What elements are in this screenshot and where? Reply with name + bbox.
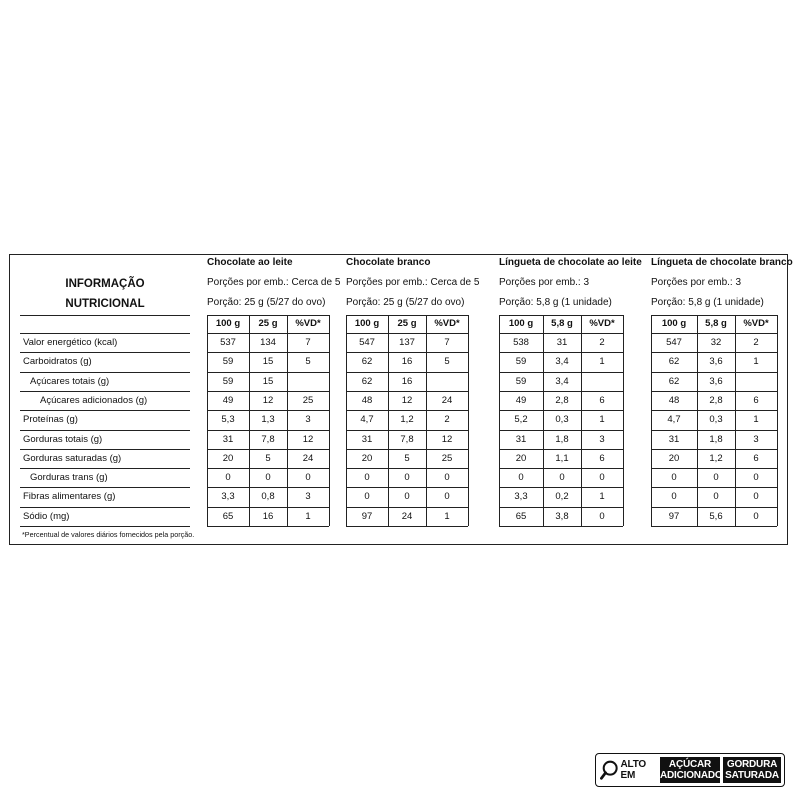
- table-cell: 20: [222, 452, 234, 464]
- saturated-fat-line-1: GORDURA: [726, 759, 778, 770]
- block-row-line: [346, 410, 468, 411]
- block-row-line: [651, 487, 777, 488]
- table-cell: 134: [260, 337, 276, 348]
- table-cell: 49: [222, 394, 234, 406]
- block-row-line: [651, 526, 777, 527]
- table-cell: 3,8: [555, 510, 569, 522]
- column-header: 5,8 g: [705, 318, 727, 329]
- label-row-line: [20, 526, 190, 527]
- table-cell: 25: [441, 452, 453, 464]
- table-cell: 1,8: [709, 433, 723, 445]
- table-cell: 2,8: [555, 394, 569, 406]
- table-cell: 12: [401, 394, 413, 406]
- table-cell: 0: [753, 510, 759, 522]
- table-cell: 5,6: [709, 510, 723, 522]
- table-cell: 5: [444, 356, 450, 368]
- table-cell: 65: [515, 510, 527, 522]
- column-header: 100 g: [354, 318, 380, 329]
- column-header: 100 g: [215, 318, 241, 329]
- table-cell: 62: [361, 375, 373, 387]
- block-row-line: [651, 449, 777, 450]
- portion-size: Porção: 5,8 g (1 unidade): [651, 297, 764, 308]
- block-row-line: [651, 507, 777, 508]
- table-cell: 0: [753, 491, 759, 503]
- table-cell: 62: [361, 356, 373, 368]
- table-cell: 6: [753, 394, 759, 406]
- portion-size: Porção: 5,8 g (1 unidade): [499, 297, 612, 308]
- label-row-line: [20, 468, 190, 469]
- table-cell: 65: [222, 510, 234, 522]
- nutrition-table: [9, 254, 793, 545]
- table-cell: 0: [444, 491, 450, 503]
- table-cell: 48: [668, 394, 680, 406]
- table-cell: 97: [361, 510, 373, 522]
- table-cell: 0,8: [261, 491, 275, 503]
- table-cell: 3: [753, 433, 759, 445]
- block-row-line: [499, 315, 623, 316]
- table-cell: 0: [404, 491, 410, 503]
- table-cell: 59: [515, 356, 527, 368]
- table-cell: 16: [401, 356, 413, 368]
- block-row-line: [207, 410, 329, 411]
- block-row-line: [651, 430, 777, 431]
- table-cell: 0: [599, 510, 605, 522]
- table-cell: 0,3: [709, 414, 723, 426]
- nutrient-label: Açúcares totais (g): [30, 375, 110, 387]
- column-header: %VD*: [743, 318, 769, 329]
- table-cell: 31: [222, 433, 234, 445]
- magnifier-icon: [600, 759, 619, 781]
- block-row-line: [207, 526, 329, 527]
- table-cell: 6: [599, 394, 605, 406]
- column-header: 25 g: [397, 318, 417, 329]
- block-row-line: [346, 391, 468, 392]
- block-row-line: [346, 487, 468, 488]
- table-cell: 1,2: [400, 414, 414, 426]
- block-row-line: [346, 526, 468, 527]
- block-col-line: [623, 315, 624, 526]
- table-cell: 24: [401, 510, 413, 522]
- table-cell: 25: [302, 394, 314, 406]
- servings-per-package: Porções por emb.: 3: [499, 277, 590, 288]
- column-header: 100 g: [508, 318, 534, 329]
- nutrient-label: Sódio (mg): [23, 510, 70, 522]
- table-cell: 6: [753, 452, 759, 464]
- block-row-line: [346, 430, 468, 431]
- table-cell: 3,6: [709, 356, 723, 368]
- table-cell: 62: [668, 356, 680, 368]
- table-cell: 31: [556, 337, 568, 348]
- nutrient-label: Valor energético (kcal): [23, 337, 118, 348]
- block-row-line: [207, 333, 329, 334]
- table-cell: 31: [515, 433, 527, 445]
- table-cell: 7,8: [261, 433, 275, 445]
- table-cell: 0: [444, 472, 450, 484]
- table-cell: 0: [225, 472, 231, 484]
- nutrient-label: Gorduras totais (g): [23, 433, 103, 445]
- table-cell: 547: [359, 337, 375, 348]
- added-sugar-line-1: AÇÚCAR: [668, 759, 712, 770]
- table-cell: 59: [222, 356, 234, 368]
- table-cell: 5: [404, 452, 410, 464]
- table-cell: 3: [305, 491, 311, 503]
- table-cell: 0: [713, 491, 719, 503]
- block-row-line: [499, 526, 623, 527]
- table-cell: 7,8: [400, 433, 414, 445]
- table-cell: 5,3: [221, 414, 235, 426]
- table-cell: 1: [444, 510, 450, 522]
- block-row-line: [499, 410, 623, 411]
- label-row-line: [20, 333, 190, 334]
- alto-em-label: ALTO EM: [620, 759, 646, 781]
- block-row-line: [499, 487, 623, 488]
- column-header: 5,8 g: [551, 318, 573, 329]
- table-cell: 49: [515, 394, 527, 406]
- servings-per-package: Porções por emb.: 3: [651, 277, 742, 288]
- block-row-line: [651, 468, 777, 469]
- table-cell: 1: [305, 510, 311, 522]
- table-cell: 16: [401, 375, 413, 387]
- block-row-line: [346, 372, 468, 373]
- footnote: *Percentual de valores diários fornecidos pela porção.: [22, 530, 195, 539]
- table-cell: 0: [559, 472, 565, 484]
- title-line-2: NUTRICIONAL: [65, 298, 145, 310]
- table-cell: 0: [364, 472, 370, 484]
- column-header: %VD*: [434, 318, 460, 329]
- table-cell: 1: [753, 356, 759, 368]
- block-row-line: [346, 449, 468, 450]
- table-cell: 547: [666, 337, 682, 348]
- block-row-line: [346, 333, 468, 334]
- block-row-line: [207, 315, 329, 316]
- block-row-line: [207, 449, 329, 450]
- nutrient-label: Gorduras trans (g): [30, 472, 108, 484]
- warning-seal: [595, 753, 785, 787]
- product-name: Língueta de chocolate branco: [651, 257, 793, 268]
- table-cell: 3,4: [555, 356, 569, 368]
- label-row-line: [20, 449, 190, 450]
- table-cell: 59: [222, 375, 234, 387]
- table-cell: 2,8: [709, 394, 723, 406]
- block-row-line: [651, 372, 777, 373]
- table-cell: 62: [668, 375, 680, 387]
- table-cell: 0: [518, 472, 524, 484]
- table-cell: 20: [515, 452, 527, 464]
- label-row-line: [20, 391, 190, 392]
- table-cell: 20: [361, 452, 373, 464]
- table-cell: 1,2: [709, 452, 723, 464]
- title-line-1: INFORMAÇÃO: [65, 278, 145, 290]
- table-cell: 5: [265, 452, 271, 464]
- block-row-line: [651, 391, 777, 392]
- label-row-line: [20, 372, 190, 373]
- table-cell: 12: [262, 394, 274, 406]
- table-cell: 48: [361, 394, 373, 406]
- block-row-line: [207, 430, 329, 431]
- nutrient-label: Fibras alimentares (g): [23, 491, 116, 503]
- table-cell: 5,2: [514, 414, 528, 426]
- table-cell: 59: [515, 375, 527, 387]
- table-cell: 0: [364, 491, 370, 503]
- table-cell: 0: [265, 472, 271, 484]
- servings-per-package: Porções por emb.: Cerca de 5: [207, 277, 341, 288]
- block-row-line: [207, 372, 329, 373]
- table-cell: 0: [404, 472, 410, 484]
- servings-per-package: Porções por emb.: Cerca de 5: [346, 277, 480, 288]
- table-cell: 5: [305, 356, 311, 368]
- saturated-fat-tag: [723, 757, 781, 783]
- portion-size: Porção: 25 g (5/27 do ovo): [207, 297, 326, 308]
- block-col-line: [468, 315, 469, 526]
- table-cell: 1: [753, 414, 759, 426]
- table-cell: 0: [753, 472, 759, 484]
- label-row-line: [20, 410, 190, 411]
- block-row-line: [499, 391, 623, 392]
- table-cell: 31: [361, 433, 373, 445]
- nutrient-label: Açúcares adicionados (g): [40, 394, 148, 406]
- table-cell: 137: [399, 337, 415, 348]
- table-cell: 3,3: [221, 491, 235, 503]
- block-row-line: [207, 352, 329, 353]
- table-cell: 0,3: [555, 414, 569, 426]
- product-name: Chocolate ao leite: [207, 257, 293, 268]
- block-col-line: [329, 315, 330, 526]
- block-row-line: [346, 352, 468, 353]
- block-row-line: [499, 507, 623, 508]
- nutrient-label: Proteínas (g): [23, 414, 78, 426]
- block-row-line: [499, 449, 623, 450]
- block-row-line: [499, 352, 623, 353]
- table-cell: 3,4: [555, 375, 569, 387]
- block-row-line: [499, 333, 623, 334]
- table-cell: 1,8: [555, 433, 569, 445]
- table-cell: 0: [671, 472, 677, 484]
- column-header: %VD*: [295, 318, 321, 329]
- block-row-line: [346, 507, 468, 508]
- block-row-line: [207, 487, 329, 488]
- column-header: %VD*: [589, 318, 615, 329]
- block-row-line: [499, 372, 623, 373]
- table-cell: 1: [599, 356, 605, 368]
- table-cell: 16: [262, 510, 274, 522]
- table-cell: 97: [668, 510, 680, 522]
- table-cell: 24: [441, 394, 453, 406]
- added-sugar-line-2: ADICIONADO: [660, 770, 723, 781]
- table-cell: 24: [302, 452, 314, 464]
- table-cell: 32: [710, 337, 722, 348]
- block-col-line: [777, 315, 778, 526]
- table-cell: 20: [668, 452, 680, 464]
- block-row-line: [651, 352, 777, 353]
- table-cell: 2: [444, 414, 450, 426]
- block-row-line: [346, 315, 468, 316]
- label-row-line: [20, 487, 190, 488]
- nutrient-label: Gorduras saturadas (g): [23, 452, 122, 464]
- block-row-line: [207, 468, 329, 469]
- alto-em-block: [600, 757, 660, 783]
- table-cell: 31: [668, 433, 680, 445]
- label-row-line: [20, 507, 190, 508]
- nutrient-label: Carboidratos (g): [23, 356, 92, 368]
- table-cell: 1: [599, 491, 605, 503]
- table-cell: 2: [599, 337, 605, 348]
- block-row-line: [651, 315, 777, 316]
- table-cell: 7: [305, 337, 311, 348]
- column-header: 100 g: [661, 318, 687, 329]
- table-cell: 537: [220, 337, 236, 348]
- table-cell: 2: [753, 337, 759, 348]
- table-cell: 1,1: [555, 452, 569, 464]
- product-name: Chocolate branco: [346, 257, 431, 268]
- block-row-line: [207, 507, 329, 508]
- table-cell: 0: [671, 491, 677, 503]
- table-cell: 0: [599, 472, 605, 484]
- table-cell: 6: [599, 452, 605, 464]
- table-cell: 4,7: [360, 414, 374, 426]
- block-row-line: [499, 430, 623, 431]
- block-row-line: [651, 333, 777, 334]
- table-title: [21, 274, 189, 314]
- portion-size: Porção: 25 g (5/27 do ovo): [346, 297, 465, 308]
- table-cell: 12: [302, 433, 314, 445]
- table-cell: 3: [599, 433, 605, 445]
- column-header: 25 g: [258, 318, 278, 329]
- table-cell: 1: [599, 414, 605, 426]
- product-name: Língueta de chocolate ao leite: [499, 257, 642, 268]
- table-cell: 0: [713, 472, 719, 484]
- table-cell: 3,3: [514, 491, 528, 503]
- block-row-line: [207, 391, 329, 392]
- table-cell: 4,7: [667, 414, 681, 426]
- table-cell: 0: [305, 472, 311, 484]
- table-cell: 0,2: [555, 491, 569, 503]
- block-row-line: [499, 468, 623, 469]
- table-cell: 3,6: [709, 375, 723, 387]
- label-row-line: [20, 430, 190, 431]
- table-cell: 3: [305, 414, 311, 426]
- table-cell: 15: [262, 375, 274, 387]
- table-cell: 538: [513, 337, 529, 348]
- block-row-line: [346, 468, 468, 469]
- table-cell: 12: [441, 433, 453, 445]
- table-cell: 15: [262, 356, 274, 368]
- table-cell: 1,3: [261, 414, 275, 426]
- block-row-line: [651, 410, 777, 411]
- label-column-top-line: [20, 315, 190, 316]
- table-cell: 7: [444, 337, 450, 348]
- label-row-line: [20, 352, 190, 353]
- added-sugar-tag: [660, 757, 723, 783]
- saturated-fat-line-2: SATURADA: [725, 770, 779, 781]
